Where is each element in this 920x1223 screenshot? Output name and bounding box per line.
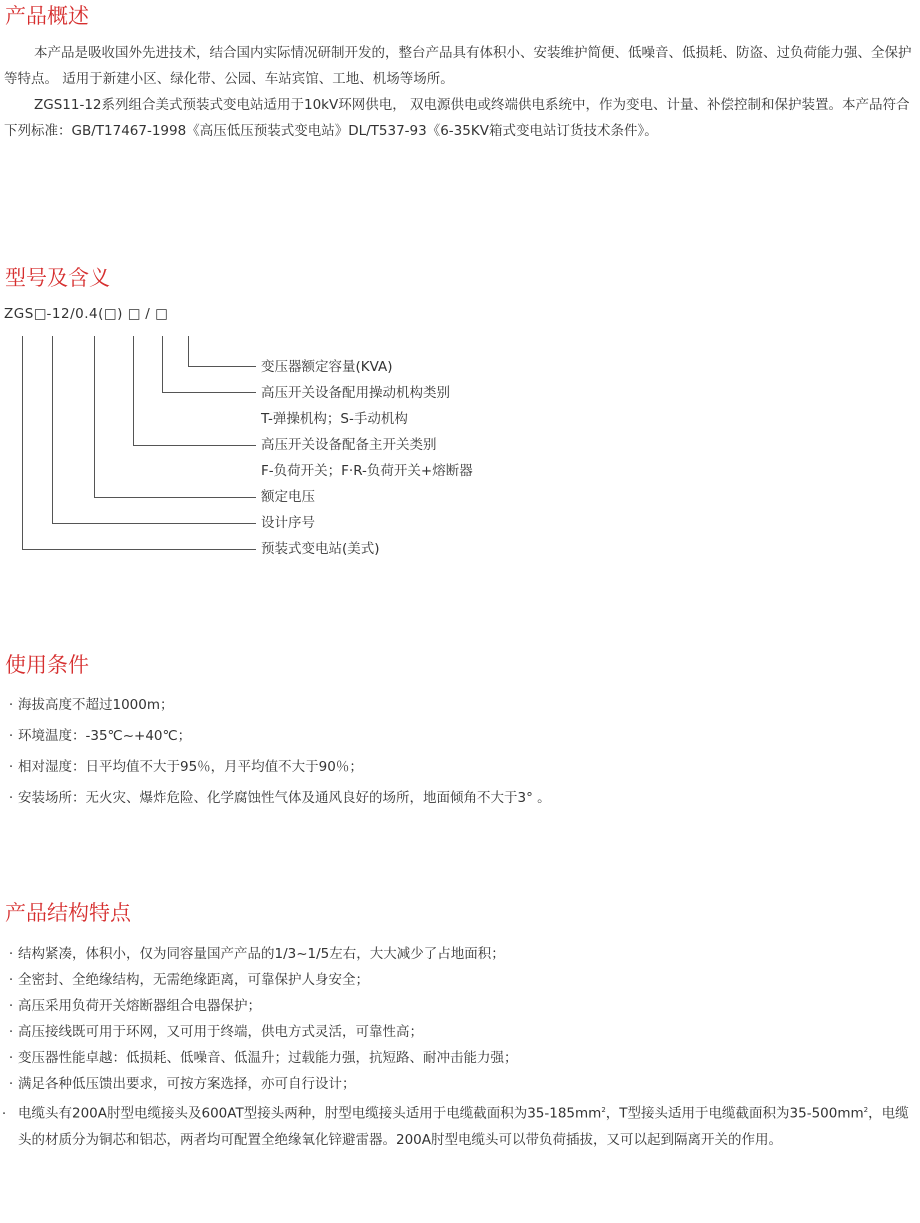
leader-line-capacity (189, 336, 257, 367)
model-code-slash: / (145, 306, 151, 322)
list-item: · 高压接线既可用于环网，又可用于终端，供电方式灵活，可靠性高； (4, 1024, 918, 1040)
leader-line-mechanism (163, 336, 257, 393)
label-capacity: 变压器额定容量(KVA) (261, 359, 393, 375)
conditions-title: 使用条件 (5, 653, 89, 677)
list-item-cable (4, 1097, 918, 1153)
list-item: · 满足各种低压馈出要求，可按方案选择，亦可自行设计； (4, 1076, 918, 1092)
label-mechanism: 高压开关设备配用操动机构类别 (261, 385, 450, 401)
label-switch: 高压开关设备配备主开关类别 (261, 437, 437, 453)
cable-sup-1: 2 (601, 1106, 606, 1114)
model-code-prefix: ZGS (4, 306, 34, 322)
overview-title: 产品概述 (5, 4, 89, 28)
leader-line-voltage (95, 336, 257, 498)
cable-sup-2: 2 (863, 1106, 869, 1114)
label-substation: 预装式变电站(美式) (261, 541, 380, 557)
leader-line-design-no (53, 336, 257, 524)
model-code-box-capacity: □ (155, 306, 168, 322)
list-item: · 变压器性能卓越：低损耗、低噪音、低温升；过载能力强，抗短路、耐冲击能力强； (4, 1050, 918, 1066)
model-code-box-switch: (□) (98, 306, 123, 322)
model-code-voltage: -12/0.4 (46, 306, 99, 322)
list-item: · 海拔高度不超过1000m； (4, 697, 918, 713)
leader-line-switch (134, 336, 257, 446)
list-item: · 结构紧凑，体积小，仅为同容量国产产品的1/3~1/5左右，大大减少了占地面积； (4, 946, 918, 962)
cable-text-2: ，T型接头适用于电缆截面积为35-500mm (605, 1105, 864, 1122)
overview-paragraph-1: 本产品是吸收国外先进技术，结合国内实际情况研制开发的，整台产品具有体积小、安装维护简便、低噪音、低损耗、防盗、过负荷能力强、全保护等特点。 适用于新建小区、绿化带、公园、车站宾馆、工地、机场等场所。 (4, 45, 912, 87)
model-leader-lines (0, 0, 920, 600)
leader-line-substation (23, 336, 257, 550)
label-design-no: 设计序号 (261, 515, 315, 531)
list-item: · 相对湿度：日平均值不大于95％，月平均值不大于90％； (4, 759, 918, 775)
label-mechanism-types: T-弹操机构；S-手动机构 (261, 411, 408, 427)
features-title: 产品结构特点 (5, 901, 131, 925)
features-list (4, 946, 918, 1153)
label-switch-types: F-负荷开关；F·R-负荷开关+熔断器 (261, 463, 473, 479)
cable-text-1: 电缆头有200A肘型电缆接头及600AT型接头两种，肘型电缆接头适用于电缆截面积为35-185mm (18, 1105, 602, 1122)
conditions-list (4, 697, 918, 806)
list-item: · 高压采用负荷开关熔断器组合电器保护； (4, 998, 918, 1014)
list-item: · 安装场所：无火灾、爆炸危险、化学腐蚀性气体及通风良好的场所，地面倾角不大于3° 。 (4, 790, 918, 806)
list-item: · 全密封、全绝缘结构，无需绝缘距离，可靠保护人身安全； (4, 972, 918, 988)
cable-text-3: ，电缆头的材质分为铜芯和铝芯，两者均可配置全绝缘氧化锌避雷器。200A肘型电缆头可以带负荷插拔，又可以起到隔离开关的作用。 (18, 1105, 909, 1148)
model-code-box-mechanism: □ (127, 306, 141, 322)
overview-paragraph-2: ZGS11-12系列组合美式预装式变电站适用于10kV环网供电， 双电源供电或终端供电系统中，作为变电、计量、补偿控制和保护装置。本产品符合下列标准：GB/T17467-1998《高压低压预装式变电站》DL/T537-93《6-35KV箱式变电站订货技术条件》。 (4, 97, 910, 139)
model-title: 型号及含义 (5, 266, 110, 290)
model-code-box-series: □ (33, 306, 47, 322)
label-voltage: 额定电压 (261, 489, 315, 505)
list-item: · 环境温度：-35℃~+40℃； (4, 728, 918, 744)
